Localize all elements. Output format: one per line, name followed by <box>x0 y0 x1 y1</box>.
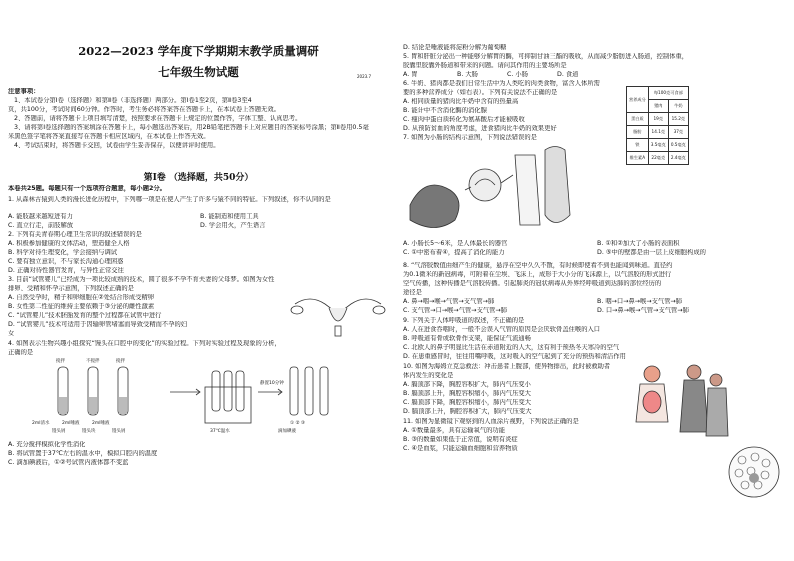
option: D. ⑤中的壁都是由一层上皮细胞构成的 <box>597 249 706 256</box>
fig-label: 搅拌 <box>116 359 125 364</box>
question-line: 为0.1微米的新冠病毒，可附着在尘埃、飞沫上，成形于大小分的飞沫源上，以气溶胶的形式进行 <box>403 271 672 278</box>
exam-title: 2022—2023 学年度下学期期末教学质量调研 <box>78 44 319 58</box>
option: C. ①中密布着④，提高了消化的能力 <box>403 249 505 256</box>
question-line: 排卵、受精和怀孕示意图，下列叙述正确的是 <box>8 285 134 292</box>
question-line: 11. 如图为显微镜下观察到的人血涂片视野，下列说法正确的是 <box>403 418 579 425</box>
question-line: 途径是 <box>403 289 422 296</box>
table-cell: 37克 <box>668 126 688 139</box>
option: A. 人在进食吞咽时，一般不会误入气管的原因是会厌软骨盖住喉的入口 <box>403 326 601 333</box>
fig-label: 馒头屑 <box>52 429 66 434</box>
option: B. 能制造和使用工具 <box>200 213 259 220</box>
table-row <box>627 126 689 139</box>
table-cell: 3.5毫克 <box>648 139 668 152</box>
option: B. 能计中不含消化酶的消化腺 <box>403 107 487 114</box>
question-line: 6. 牛奶、猪肉都是我们日常生活中为人类吃的肉类食物，富含人体所需 <box>403 80 600 87</box>
table-cell: 15.2克 <box>668 113 688 126</box>
option: A. 相同质量的猪肉比牛奶中含有的热量高 <box>403 98 519 105</box>
option: C. 小肠 <box>507 71 528 78</box>
question-line: 2. 下列有关青春期心理卫生常识的叙述错误的是 <box>8 231 142 238</box>
table-cell: 脂肪 <box>627 126 649 139</box>
intestine-diagram <box>405 145 585 235</box>
uterus-diagram <box>285 290 390 338</box>
option: A. 积极参加健康的文体活动，塑造健全人格 <box>8 240 130 247</box>
question-line: 正确的是 <box>8 349 34 356</box>
option: C. 直立行走，前肢解放 <box>8 222 74 229</box>
note-line: 1、本试卷分第Ⅰ卷（选择题）和第Ⅱ卷（非选择题）两部分。第Ⅰ卷1至2页，第Ⅱ卷3至4 <box>14 97 252 104</box>
nutrition-table <box>626 86 689 165</box>
option: B. 女性第二性征的维持主要依赖于③分泌的雌性激素 <box>8 303 155 310</box>
table-header: 牛奶 <box>668 100 688 113</box>
option: A. 小肠长5～6米，是人体最长的器官 <box>403 240 508 247</box>
question-line: 8. “气溶胶数值由细产生的健康，悬浮在空中久久不散，有时候即使看不到也能闻到味道。直径约 <box>403 262 673 269</box>
exam-subtitle: 七年级生物试题 <box>158 65 239 79</box>
table-cell: 蛋白质 <box>627 113 649 126</box>
option: C. 滴加碘液后，①②号试管内液体都不变蓝 <box>8 459 129 466</box>
question-line: 要的多种营养成分（如右表）。下列有关说法不正确的是 <box>403 89 558 96</box>
notes-heading: 注意事项： <box>8 88 40 95</box>
fig-label: 2ml唾液 <box>92 421 110 426</box>
option: D. 学会用火，产生语言 <box>200 222 266 229</box>
question-line: 10. 如图为海姆立克急救法：冲击患者上腹部，使异物排出，此时被救助者 <box>403 363 611 370</box>
table-cell: 2.4毫克 <box>668 152 688 165</box>
option: C. 膈顶部下降，胸腔容积缩小，肺内气压变大 <box>403 399 532 406</box>
question-line: 4. 如图表示生物兴趣小组探究“馒头在口腔中的变化”的实验过程。下列对实验过程及现象的分析， <box>8 340 281 347</box>
option: B. 将试管置于37℃左右的温水中，模拟口腔内的温度 <box>8 450 158 457</box>
blood-smear-diagram <box>727 445 782 500</box>
table-header: 营养成分 <box>627 87 649 113</box>
table-cell: 22毫克 <box>648 152 668 165</box>
option: C. 北欧人的鼻子明显比生活在赤道附近的人大，这有利于预热冬天寒冷的空气 <box>403 344 620 351</box>
fig-label: 2ml唾液 <box>62 421 80 426</box>
fig-label: 静置10分钟 <box>260 381 284 386</box>
exam-date: 2023.7 <box>357 74 371 79</box>
option: B. 呼吸道有骨或软骨作支架，能保证气流通畅 <box>403 335 531 342</box>
fig-label: 滴加碘液 <box>278 429 296 434</box>
fig-label: 不搅拌 <box>86 359 100 364</box>
note-line: 2、答题前，请将答题卡上项目填写清楚，按照要求在答题卡上规定的位置作答，字体工整、认真思考。 <box>14 115 302 122</box>
right-column <box>397 0 794 561</box>
table-cell: 0.5毫克 <box>668 139 688 152</box>
fig-label: 搅拌 <box>56 359 65 364</box>
option: 女 <box>8 330 15 337</box>
option: D. 在患重感冒时，往往用嘴呼吸，这对吸入的空气起到了充分的预热和清洁作用 <box>403 353 626 360</box>
table-row <box>627 139 689 152</box>
option: B. 咽→口→鼻→喉→支气管→肺 <box>597 298 683 305</box>
question-line: 体内发生的变化是 <box>403 372 454 379</box>
table-cell: 铁 <box>627 139 649 152</box>
option: D. 膈顶部上升，胸腔容积扩大，肺内气压变大 <box>403 408 532 415</box>
fig-label: 2ml清水 <box>32 421 50 426</box>
option: D. 口→鼻→喉→气管→支气管→肺 <box>597 307 689 314</box>
question-line: 3. 目前“试管婴儿”已经成为一项比较成熟的技术，圆了很多不孕不育夫妻的父母梦。如图为女性 <box>8 276 275 283</box>
option: D. 从预防贫血的角度考虑，进食猪肉比牛奶的效果更好 <box>403 125 557 132</box>
question-line: 9. 下列关于人体呼吸道的叙述，不正确的是 <box>403 317 525 324</box>
table-cell: 维生素A <box>627 152 649 165</box>
table-header: 每100克可食部 <box>648 87 688 100</box>
option: A. 自然受孕时，精子和卵细胞在②处结合形成受精卵 <box>8 294 155 301</box>
table-cell: 14.1克 <box>648 126 668 139</box>
section-heading: 第Ⅰ卷 （选择题，共50分） <box>143 173 254 183</box>
question-line: 1. 从森林古猿到人类的漫长进化历程中，下列哪一项是在使人产生了许多与猿不同的特征。下列叙述，你不认同的是 <box>8 196 331 203</box>
question-line: 5. 胃和肝脏分泌出一种能够分解胃的酶，可抑制甘油三酯的吸收，从而减少脂肪进入肠道，控制体重， <box>403 53 689 60</box>
option: A. 能肢越来越短进有力 <box>8 213 73 220</box>
fig-label: ① ② ③ <box>290 421 305 426</box>
fig-label: 馒头屑 <box>112 429 126 434</box>
fig-label: 37℃温水 <box>210 429 230 434</box>
option: B. ③的数量如果低于正常值，说明有炎症 <box>403 436 518 443</box>
note-line: 3、请将第Ⅰ卷选择题的答案填涂在答题卡上，每小题选出答案后，用2B铅笔把答题卡上对应题目的答案标号涂黑；第Ⅱ卷用0.5毫 <box>14 124 369 131</box>
option: B. 膈顶部上升，胸腔容积缩小，肺内气压变大 <box>403 390 531 397</box>
table-cell: 19克 <box>648 113 668 126</box>
note-line: 4、考试结束时，将答题卡交回，试卷由学生妥善保存，以便讲评时使用。 <box>14 142 220 149</box>
section-note: 本卷共25题。每题只有一个选项符合题意，每小题2分。 <box>8 185 166 192</box>
note-line: 米黑色签字笔将答案直接写在答题卡相应区域内，在本试卷上作答无效。 <box>8 133 210 140</box>
question-line: 胶囊里胶囊外肠道和带来的问题。请问其作用的主要场所是 <box>403 62 567 69</box>
option: D. 结论是唾液能将淀粉分解为葡萄糖 <box>403 44 507 51</box>
option: B. 科学对待生理变化，学会接纳与调试 <box>8 249 118 256</box>
option: C. 瘦肉中蛋白质转化为氨基酸后才能被吸收 <box>403 116 525 123</box>
table-header: 猪肉 <box>648 100 668 113</box>
option: D. 正确对待性器官发育，与异性正常交往 <box>8 267 124 274</box>
table-row <box>627 152 689 165</box>
option: C. ④是血浆，只能运输血细胞和营养物质 <box>403 445 518 452</box>
option: A. 膈顶部下降，胸腔容积扩大，肺内气压变小 <box>403 381 531 388</box>
option: A. ①数量最多，具有运输氧气的功能 <box>403 427 506 434</box>
option: B. 大肠 <box>457 71 478 78</box>
question-line: 7. 如图为小肠的结构示意图，下列说法错误的是 <box>403 134 537 141</box>
table-row <box>627 113 689 126</box>
heimlich-diagram <box>622 362 732 440</box>
option: C. “试管婴儿”技术胚胎发育的整个过程都在试管中进行 <box>8 312 162 319</box>
option: D. “试管婴儿”技术可适用于因输卵管堵塞而导致受精而不孕的妇 <box>8 321 188 328</box>
question-line: 空气传播，这种传播是气溶胶传播。引起肺炎的冠状病毒从外界经呼吸道到达肺的部位经历的 <box>403 280 662 287</box>
option: D. 食道 <box>557 71 579 78</box>
option: A. 鼻→咽→喉→气管→支气管→肺 <box>403 298 495 305</box>
note-line: 页，共100分，考试时间60分钟。作答时，考生务必将答案答在答题卡上，在本试卷上答题无效。 <box>8 106 280 113</box>
option: B. ①和②加大了小肠的表面积 <box>597 240 680 247</box>
option: C. 支气管→口→喉→气管→支气管→肺 <box>403 307 508 314</box>
option: A. 充分搅拌模拟化学性消化 <box>8 441 86 448</box>
option: C. 要有独立意识，不与家长沟通心理困惑 <box>8 258 124 265</box>
fig-label: 馒头块 <box>82 429 96 434</box>
option: A. 胃 <box>403 71 418 78</box>
